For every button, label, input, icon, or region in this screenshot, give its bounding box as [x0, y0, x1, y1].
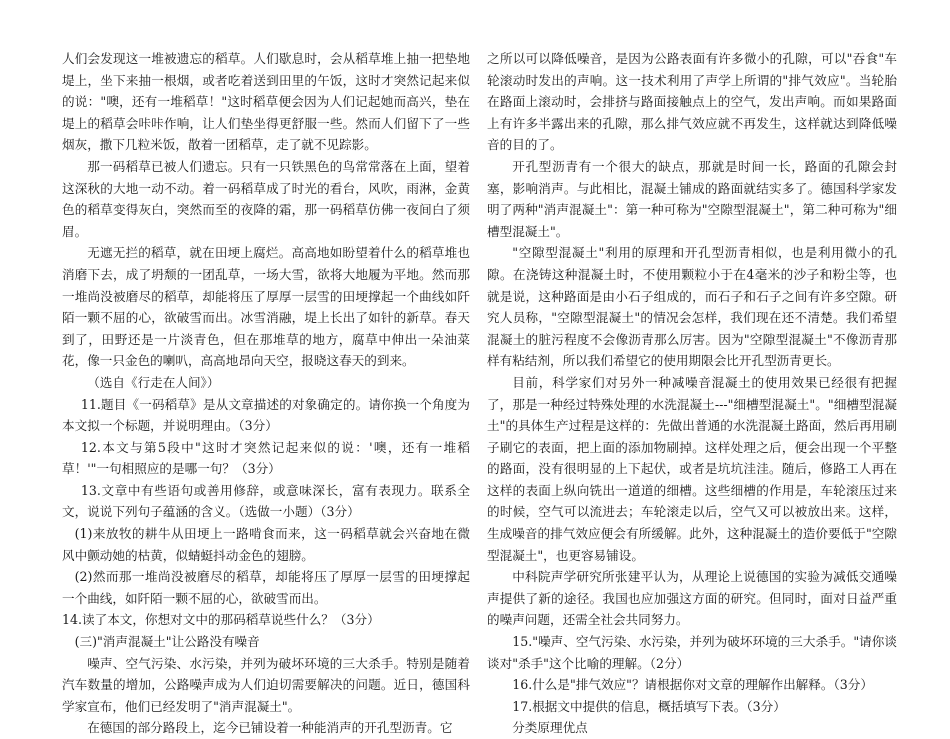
paragraph: 人们会发现这一堆被遗忘的稻草。人们歇息时，会从稻草堆上抽一把垫地堤上，坐下来抽一根烟，或者吃着送到田里的午饭，这时才突然记起来似的说："噢，还有一堆稻草！"这时稻草便会因为人们记起她而高兴，垫在堤上的稻草会咔咔作响，让人们垫坐得更舒服一些。然而人们留下了一些烟灰，撒下几粒米饭，散着一团稻草，走了就不见踪影。	[62, 51, 470, 153]
right-column	[487, 48, 897, 739]
paragraph: 那一码稻草已被人们遗忘。只有一只铁黑色的鸟常常落在上面，望着这深秋的大地一动不动。着一码稻草成了时光的看台，风吹，雨淋，金黄色的稻草变得灰白，突然而至的夜降的霜，那一码稻草仿佛一夜间白了须眉。	[62, 158, 470, 239]
paragraph: 在德国的部分路段上，迄今已铺设着一种能消声的开孔型沥青。它	[87, 720, 453, 736]
paragraph: (三)"消声混凝土"让公路没有噪音	[74, 634, 260, 650]
paragraph: 12.本文与第5段中"这时才突然记起来似的说：'噢，还有一堆稻草！'"一句相照应的是哪一句？（3分）	[62, 439, 470, 477]
paragraph: 17.根据文中提供的信息，概括填写下表。（3分）	[512, 698, 786, 714]
paragraph: "空隙型混凝土"利用的原理和开孔型沥青相似，也是利用微小的孔隙。在浇铸这种混凝土时，不使用颗粒小于在4毫米的沙子和粉尘等，也就是说，这种路面是由小石子组成的，而石子和石子之间有许多空隙。研究人员称，"空隙型混凝土"的情况会怎样，我们现在还不清楚。我们希望混凝土的脏污程度不会像沥青那么厉害。因为"空隙型混凝土"不像沥青那样有粘结剂，所以我们希望它的使用期限会比开孔型沥青更长。	[487, 245, 897, 369]
paragraph: 目前，科学家们对另外一种减噪音混凝土的使用效果已经很有把握了，那是一种经过特殊处理的水洗混凝土---"细槽型混凝土"。"细槽型混凝土"的具体生产过程是这样的：先做出普通的水洗混凝土路面，然后再用刷子刷它的表面，把上面的添加物刷掉。这样处理之后，便会出现一个平整的路面，没有很明显的上下起伏，或者是坑坑洼洼。随后，修路工人再在这样的表面上纵向铣出一道道的细槽。这些细槽的作用是，车轮滚压过来的时候，空气可以流进去；车轮滚走以后，空气又可以被放出来。这样，生成噪音的排气效应便会有所缓解。此外，这种混凝土的造价要低于"空隙型混凝土"，也更容易铺设。	[487, 374, 897, 563]
paragraph: (1)来放牧的耕牛从田埂上一路啃食而来，这一码稻草就会兴奋地在微风中颤动她的枯黄，似蜻蜓抖动金色的翅膀。	[62, 526, 470, 563]
paragraph: 开孔型沥青有一个很大的缺点，那就是时间一长，路面的孔隙会封塞，影响消声。与此相比，混凝土铺成的路面就结实多了。德国科学家发明了两种"消声混凝土"：第一种可称为"空隙型混凝土"，第二种可称为"细槽型混凝土"。	[487, 158, 897, 239]
left-column	[62, 48, 470, 739]
paragraph: 16.什么是"排气效应"？请根据你对文章的理解作出解释。（3分）	[512, 677, 873, 693]
paragraph: 14.读了本文，你想对文中的那码稻草说些什么？（3分）	[62, 612, 380, 628]
paragraph: 中科院声学研究所张建平认为，从理论上说德国的实验为减低交通噪声提供了新的途径。我国也应加强这方面的研究。但同时，面对日益严重的噪声问题，还需全社会共同努力。	[487, 569, 897, 628]
paragraph: 15."噪声、空气污染、水污染，并列为破坏环境的三大杀手。"请你谈谈对"杀手"这个比喻的理解。（2分）	[487, 634, 897, 671]
paragraph: 13.文章中有些语句或善用修辞，或意味深长，富有表现力。联系全文，说说下列句子蕴涵的含义。（选做一小题）（3分）	[62, 482, 470, 520]
paragraph: (2)然而那一堆尚没被磨尽的稻草，却能将压了厚厚一层雪的田埂撑起一个曲线，如阡陌一颗不屈的心，欲破雪而出。	[62, 569, 470, 606]
paragraph: （选自《行走在人间》）	[87, 374, 220, 390]
paragraph: 之所以可以降低噪音，是因为公路表面有许多微小的孔隙，可以"吞食"车轮滚动时发出的声响。这一技术利用了声学上所谓的"排气效应"。当轮胎在路面上滚动时，会排挤与路面接触点上的空气，发出声响。而如果路面上有许多半露出来的孔隙，那么排气效应就不再发生，这样就达到降低噪音的目的了。	[487, 51, 897, 153]
paragraph: 噪声、空气污染、水污染，并列为破坏环境的三大杀手。特别是随着汽车数量的增加，公路噪声成为人们迫切需要解决的问题。近日，德国科学家宣布，他们已经发明了"消声混凝土"。	[62, 655, 470, 714]
paragraph: 无遮无拦的稻草，就在田埂上腐烂。高高地如盼望着什么的稻草堆也消磨下去，成了坍颓的一团乱草，一场大雪，欲将大地履为平地。然而那一堆尚没被磨尽的稻草，却能将压了厚厚一层雪的田埂撑起一个曲线如阡陌一颗不屈的心，欲破雪而出。冰雪消融，堤上长出了如针的新草。春天到了，田野还是一片淡青色，但在那堆草的地方，腐草中伸出一朵油菜花，像一只金色的喇叭，高高地昂向天空，报晓这春天的到来。	[62, 245, 470, 369]
paragraph: 分类原理优点	[512, 720, 588, 736]
paragraph: 11.题目《一码稻草》是从文章描述的对象确定的。请你换一个角度为本文拟一个标题，并说明理由。（3分）	[62, 396, 470, 434]
